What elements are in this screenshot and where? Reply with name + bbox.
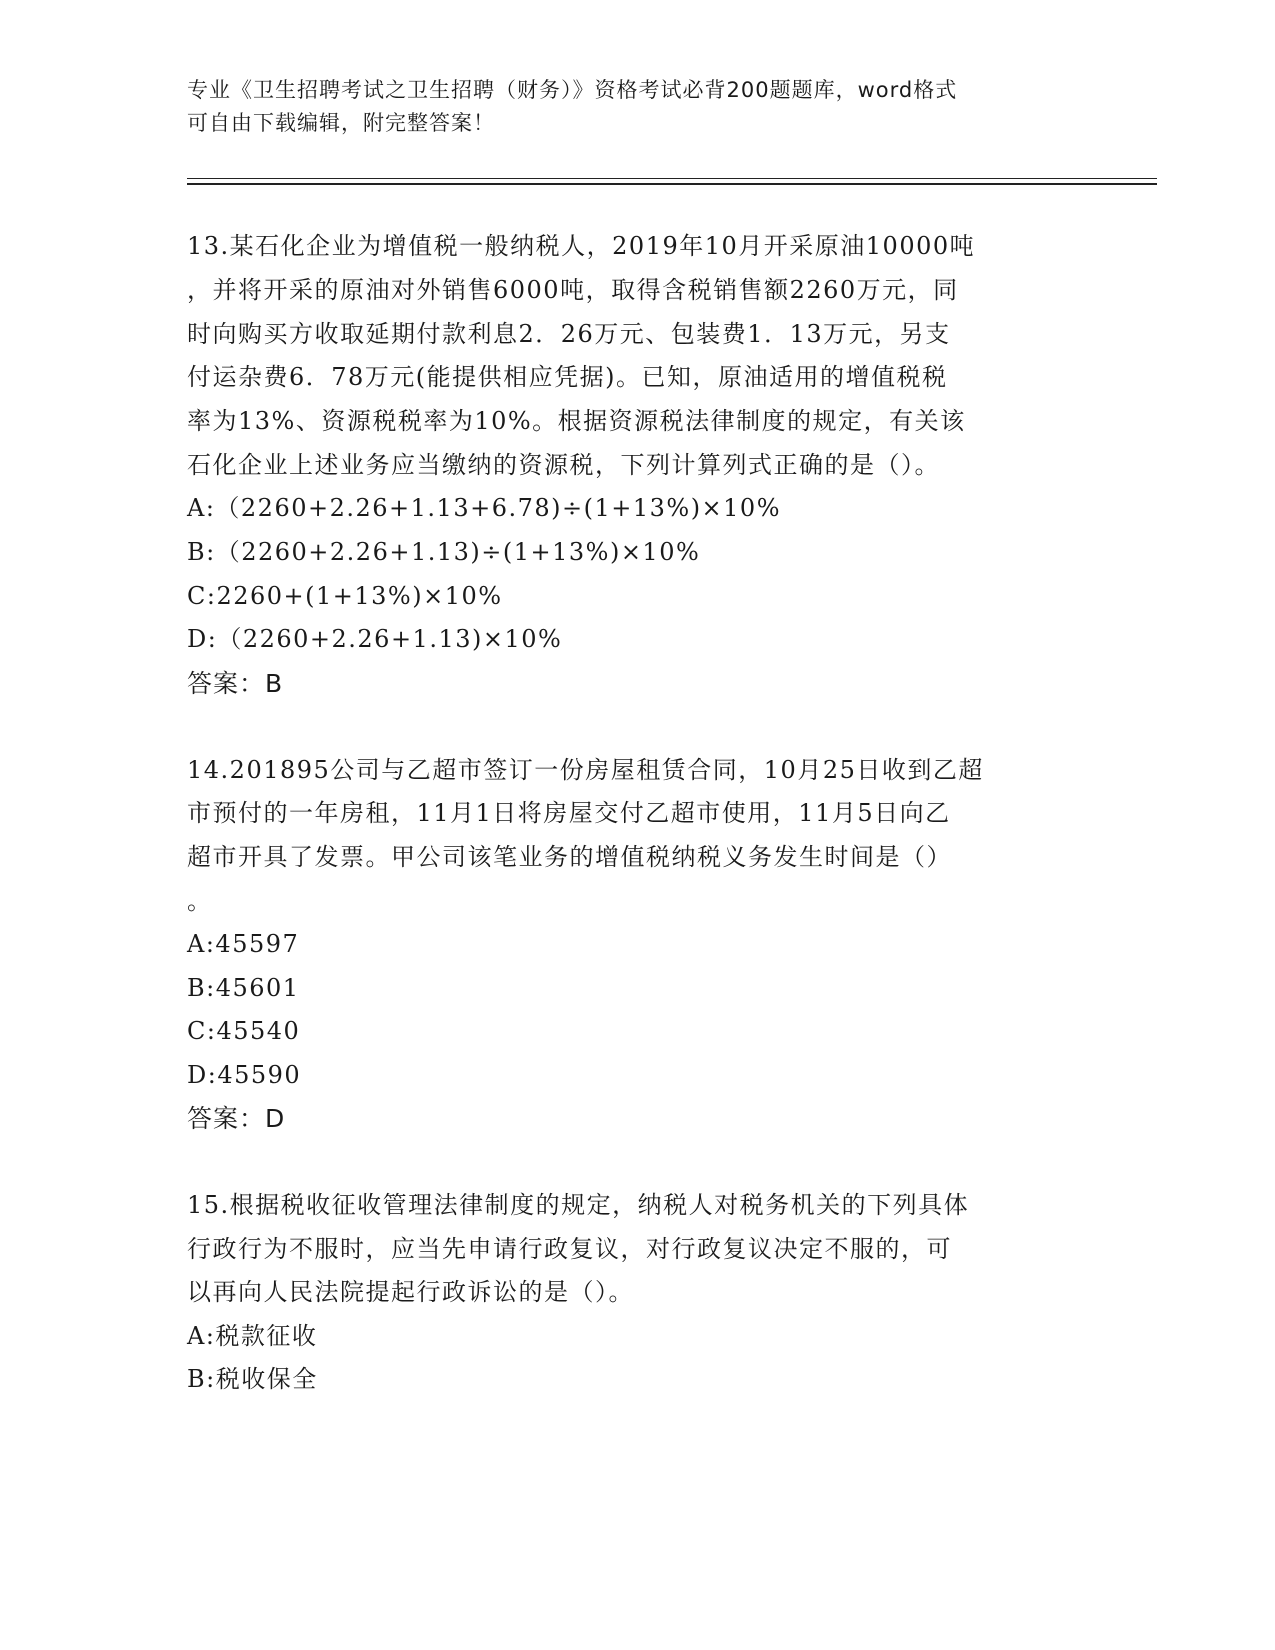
- question-14-option-b: B:45601: [187, 974, 300, 1002]
- question-15-stem-line: 行政行为不服时，应当先申请行政复议，对行政复议决定不服的，可: [187, 1235, 952, 1263]
- header-line-2: 可自由下载编辑，附完整答案！: [187, 111, 495, 135]
- question-13-option-a: A:（2260+2.26+1.13+6.78)÷(1+13%)×10%: [187, 494, 782, 522]
- question-14-option-d: D:45590: [187, 1061, 302, 1089]
- question-13-stem-line: ，并将开采的原油对外销售6000吨，取得含税销售额2260万元，同: [187, 276, 959, 304]
- question-14-answer: 答案：D: [187, 1104, 286, 1133]
- header-divider-thin: [187, 178, 1157, 179]
- question-13-option-c: C:2260+(1+13%)×10%: [187, 582, 503, 610]
- question-14-option-c: C:45540: [187, 1017, 301, 1045]
- document-header: [187, 74, 1087, 140]
- question-14-stem-line: 。: [187, 887, 213, 915]
- question-15-option-b: B:税收保全: [187, 1365, 318, 1393]
- question-13-stem-line: 13.某石化企业为增值税一般纳税人，2019年10月开采原油10000吨: [187, 232, 976, 260]
- question-15-stem-line: 15.根据税收征收管理法律制度的规定，纳税人对税务机关的下列具体: [187, 1191, 970, 1219]
- question-15-option-a: A:税款征收: [187, 1322, 318, 1350]
- header-line-1: 专业《卫生招聘考试之卫生招聘（财务）》资格考试必背200题题库，word格式: [187, 78, 958, 102]
- question-13-stem-line: 率为13%、资源税税率为10%。根据资源税法律制度的规定，有关该: [187, 407, 966, 435]
- question-14-stem-line: 超市开具了发票。甲公司该笔业务的增值税纳税义务发生时间是（）: [187, 843, 952, 871]
- question-13-answer: 答案：B: [187, 669, 284, 698]
- question-13-stem-line: 付运杂费6．78万元(能提供相应凭据)。已知，原油适用的增值税税: [187, 363, 948, 391]
- question-13-option-d: D:（2260+2.26+1.13)×10%: [187, 625, 563, 653]
- question-14-stem-line: 14.201895公司与乙超市签订一份房屋租赁合同，10月25日收到乙超: [187, 756, 984, 784]
- question-14-option-a: A:45597: [187, 930, 300, 958]
- question-15-stem-line: 以再向人民法院提起行政诉讼的是（）。: [187, 1278, 634, 1306]
- question-13-stem-line: 时向购买方收取延期付款利息2．26万元、包装费1．13万元，另支: [187, 320, 951, 348]
- question-13-option-b: B:（2260+2.26+1.13)÷(1+13%)×10%: [187, 538, 701, 566]
- question-14-stem-line: 市预付的一年房租，11月1日将房屋交付乙超市使用，11月5日向乙: [187, 799, 951, 827]
- header-divider-thick: [187, 183, 1157, 185]
- question-13-stem-line: 石化企业上述业务应当缴纳的资源税，下列计算列式正确的是（）。: [187, 451, 940, 479]
